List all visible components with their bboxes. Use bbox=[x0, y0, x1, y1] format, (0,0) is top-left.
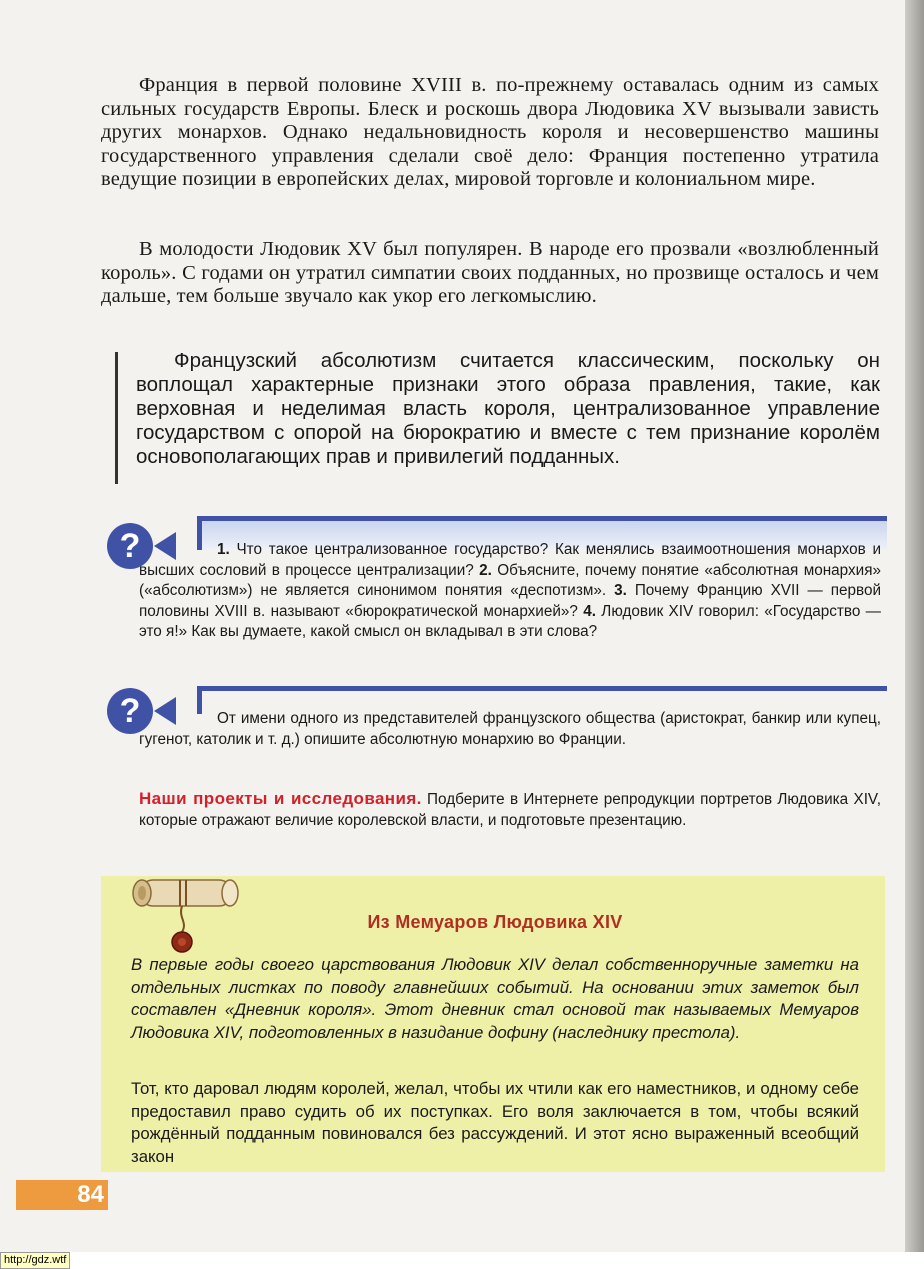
memoir-quote: Тот, кто даровал людям королей, желал, чтобы их чтили как его наместников, и одному себе предоставил право судить об их поступках. Его воля заключается в том, чтобы всякий рождённый подданным повиновался без рассуждений. И этот ясно выраженный всеобщий закон bbox=[131, 1079, 859, 1166]
memoir-title: Из Мемуаров Людовика XIV bbox=[367, 912, 623, 932]
question-top-rule bbox=[197, 686, 887, 691]
paragraph-france: Франция в первой половине XVIII в. по-прежнему оставалась одним из самых сильных государств Европы. Блеск и роскошь двора Людовика XV вызывали зависть других монархов. Однако недальновидность короля и несовершенство машины государственного управления сделали своё дело: Франция постепенно утратила ведущие позиции в европейских делах, мировой торговле и колониальном мире. bbox=[101, 74, 879, 190]
question-icon: ? bbox=[107, 688, 153, 734]
watermark-link[interactable]: http://gdz.wtf bbox=[0, 1252, 70, 1269]
page-edge-shadow bbox=[905, 0, 924, 1252]
absolutism-definition: Французский абсолютизм считается классическим, поскольку он воплощал характерные признаки этого образа правления, такие, как верховная и неделимая власть короля, централизованное управление государством с опорой на бюрократию и вместе с тем признание королём основополагающих прав и привилегий подданных. bbox=[136, 349, 880, 468]
projects-task: Наши проекты и исследования. Подберите в Интернете репродукции портретов Людовика XIV, которые отражают величие королевской власти, и подготовьте презентацию. bbox=[139, 789, 881, 829]
bottom-strip bbox=[0, 1252, 924, 1269]
page-number: 84 bbox=[16, 1180, 108, 1210]
paragraph-louis-xv: В молодости Людовик XV был популярен. В народе его прозвали «возлюбленный король». С годами он утратил симпатии своих подданных, но прозвище осталось и чем дальше, тем больше звучало как укор его легкомыслию. bbox=[101, 238, 879, 307]
question-icon: ? bbox=[107, 523, 153, 569]
note-side-bar bbox=[115, 352, 118, 484]
scroll-icon bbox=[122, 866, 242, 962]
questions-list-1: 1. Что такое централизованное государство? Как менялись взаимоотношения монархов и высших сословий в процессе централизации? 2. Объясните, почему понятие «абсолютная монархия» («абсолютизм») не является синонимом понятия «деспотизм». 3. Почему Францию XVII — первой половины XVIII в. называют «бюрократической монархией»? 4. Людовик XIV говорил: «Государство — это я!» Как вы думаете, какой смысл он вкладывал в эти слова? bbox=[139, 541, 882, 640]
projects-label: Наши проекты и исследования. bbox=[139, 789, 422, 808]
memoir-intro: В первые годы своего царствования Людовик XIV делал собственноручные заметки на отдельных листках по поводу главнейших событий. На основании этих заметок был составлен «Дневник короля». Этот дневник стал основой так называемых Мемуаров Людовика XIV, подготовленных в назидание дофину (наследнику престола). bbox=[131, 955, 859, 1042]
question-2-text: От имени одного из представителей французского общества (аристократ, банкир или купец, гугенот, католик и т. д.) опишите абсолютную монархию во Франции. bbox=[139, 710, 881, 748]
